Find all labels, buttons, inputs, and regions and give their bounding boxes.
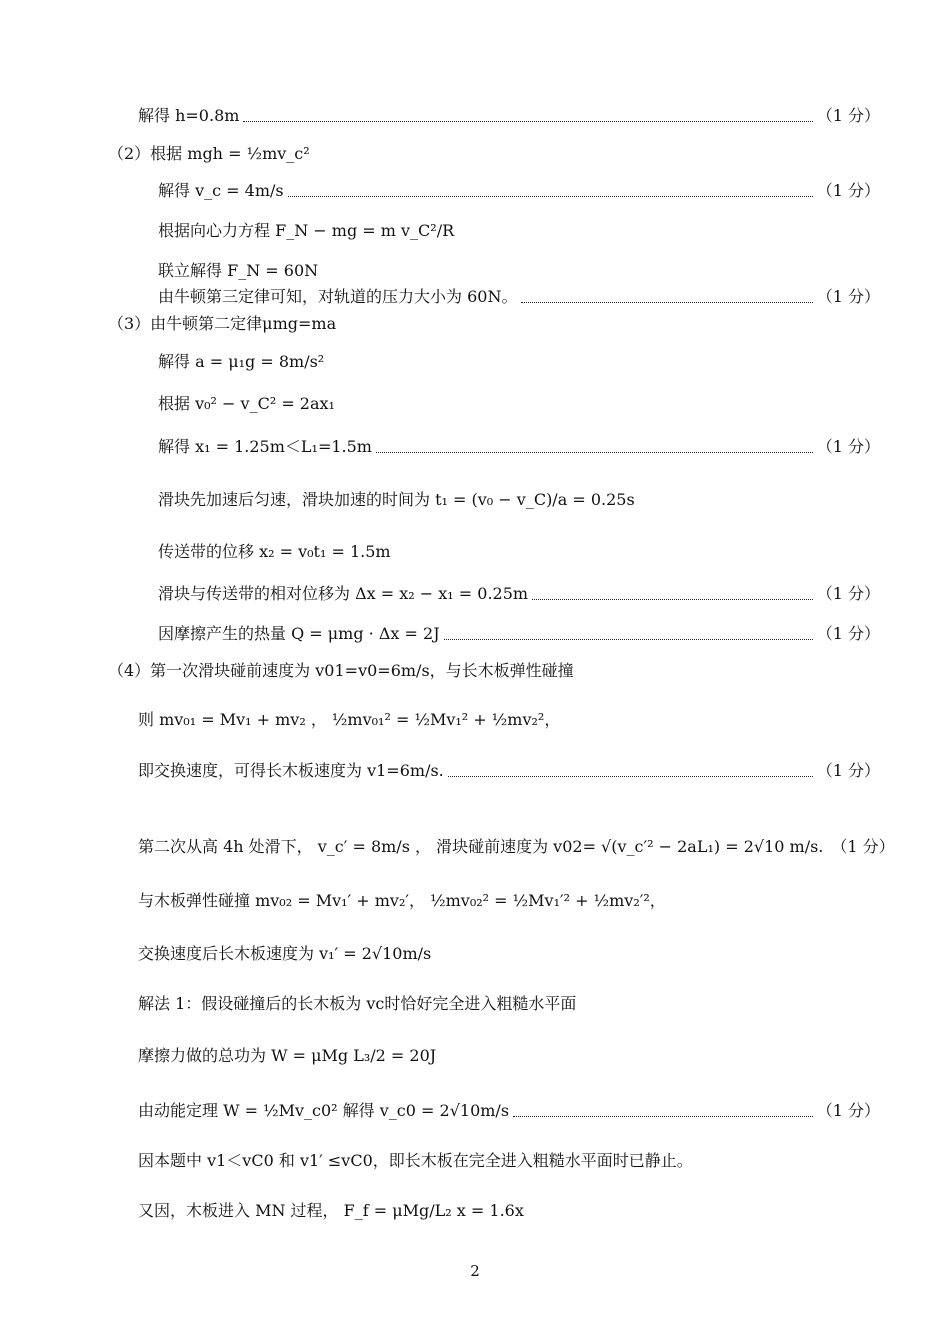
line-text: 传送带的位移 x₂ = v₀t₁ = 1.5m xyxy=(158,542,391,561)
solution-line xyxy=(158,220,454,242)
solution-line xyxy=(138,836,895,858)
solution-line xyxy=(108,313,336,335)
line-text: 解得 v_c = 4m/s xyxy=(158,181,284,200)
score-mark: （1 分） xyxy=(816,1101,880,1120)
solution-line xyxy=(158,436,880,458)
line-text: 第二次从高 4h 处滑下， v_c′ = 8m/s ， 滑块碰前速度为 v02= √(v_c′² − 2aL₁) = 2√10 m/s. xyxy=(138,837,824,856)
line-text: 由牛顿第三定律可知，对轨道的压力大小为 60N。 xyxy=(158,287,518,306)
score-mark: （1 分） xyxy=(831,837,895,856)
dot-leader xyxy=(521,301,812,303)
solution-line xyxy=(138,993,576,1015)
solution-line xyxy=(108,660,574,682)
line-text: 滑块先加速后匀速，滑块加速的时间为 t₁ = (v₀ − v_C)/a = 0.25s xyxy=(158,490,635,509)
line-text: 解得 a = μ₁g = 8m/s² xyxy=(158,352,325,371)
score-mark: （1 分） xyxy=(816,761,880,780)
solution-line xyxy=(138,105,880,127)
line-text: 与木板弹性碰撞 mv₀₂ = Mv₁′ + mv₂′， ½mv₀₂² = ½Mv₁′² + ½mv₂′²， xyxy=(138,891,666,910)
score-mark: （1 分） xyxy=(816,181,880,200)
solution-line xyxy=(158,286,880,308)
line-text: 则 mv₀₁ = Mv₁ + mv₂ ， ½mv₀₁² = ½Mv₁² + ½mv₂²， xyxy=(138,710,561,729)
solution-line xyxy=(158,260,318,282)
dot-leader xyxy=(448,775,813,777)
line-text: 解法 1：假设碰撞后的长木板为 vc时恰好完全进入粗糙水平面 xyxy=(138,994,577,1013)
solution-line xyxy=(158,351,324,373)
dot-leader xyxy=(444,638,813,640)
line-text: 由动能定理 W = ½Mv_c0² 解得 v_c0 = 2√10m/s xyxy=(138,1101,510,1120)
line-text: （4）第一次滑块碰前速度为 v01=v0=6m/s，与长木板弹性碰撞 xyxy=(108,661,574,680)
score-mark: （1 分） xyxy=(816,624,880,643)
dot-leader xyxy=(376,451,813,453)
line-text: 根据 v₀² − v_C² = 2ax₁ xyxy=(158,394,335,413)
line-text: 摩擦力做的总功为 W = μMg L₃/2 = 20J xyxy=(138,1046,437,1065)
solution-line xyxy=(158,180,880,202)
dot-leader xyxy=(288,195,813,197)
dot-leader xyxy=(532,598,813,600)
line-text: 因摩擦产生的热量 Q = μmg · Δx = 2J xyxy=(158,624,440,643)
solution-line xyxy=(158,583,880,605)
dot-leader xyxy=(243,120,812,122)
line-text: 根据向心力方程 F_N − mg = m v_C²/R xyxy=(158,221,455,240)
solution-line xyxy=(158,623,880,645)
solution-line xyxy=(138,890,666,912)
line-text: 又因，木板进入 MN 过程， F_f = μMg/L₂ x = 1.6x xyxy=(138,1201,524,1220)
solution-line xyxy=(138,1200,524,1222)
line-text: （3）由牛顿第二定律μmg=ma xyxy=(108,314,337,333)
line-text: 滑块与传送带的相对位移为 Δx = x₂ − x₁ = 0.25m xyxy=(158,584,529,603)
page-number: 2 xyxy=(470,1262,480,1280)
solution-line xyxy=(138,1045,436,1067)
solution-line xyxy=(138,943,431,965)
score-mark: （1 分） xyxy=(816,584,880,603)
line-text: 解得 h=0.8m xyxy=(138,106,240,125)
solution-line xyxy=(138,1150,693,1172)
line-text: 因本题中 v1＜vC0 和 v1′ ≤vC0，即长木板在完全进入粗糙水平面时已静止。 xyxy=(138,1151,693,1170)
score-mark: （1 分） xyxy=(816,287,880,306)
line-text: 即交换速度，可得长木板速度为 v1=6m/s. xyxy=(138,761,444,780)
score-mark: （1 分） xyxy=(816,106,880,125)
score-mark: （1 分） xyxy=(816,437,880,456)
solution-line xyxy=(158,393,335,415)
line-text: 解得 x₁ = 1.25m＜L₁=1.5m xyxy=(158,437,372,456)
solution-line xyxy=(158,489,635,511)
solution-line xyxy=(108,143,310,165)
solution-line xyxy=(158,541,391,563)
line-text: （2）根据 mgh = ½mv_c² xyxy=(108,144,310,163)
line-text: 交换速度后长木板速度为 v₁′ = 2√10m/s xyxy=(138,944,432,963)
solution-line xyxy=(138,1100,880,1122)
dot-leader xyxy=(513,1115,813,1117)
solution-line xyxy=(138,709,560,731)
solution-line xyxy=(138,760,880,782)
line-text: 联立解得 F_N = 60N xyxy=(158,261,319,280)
